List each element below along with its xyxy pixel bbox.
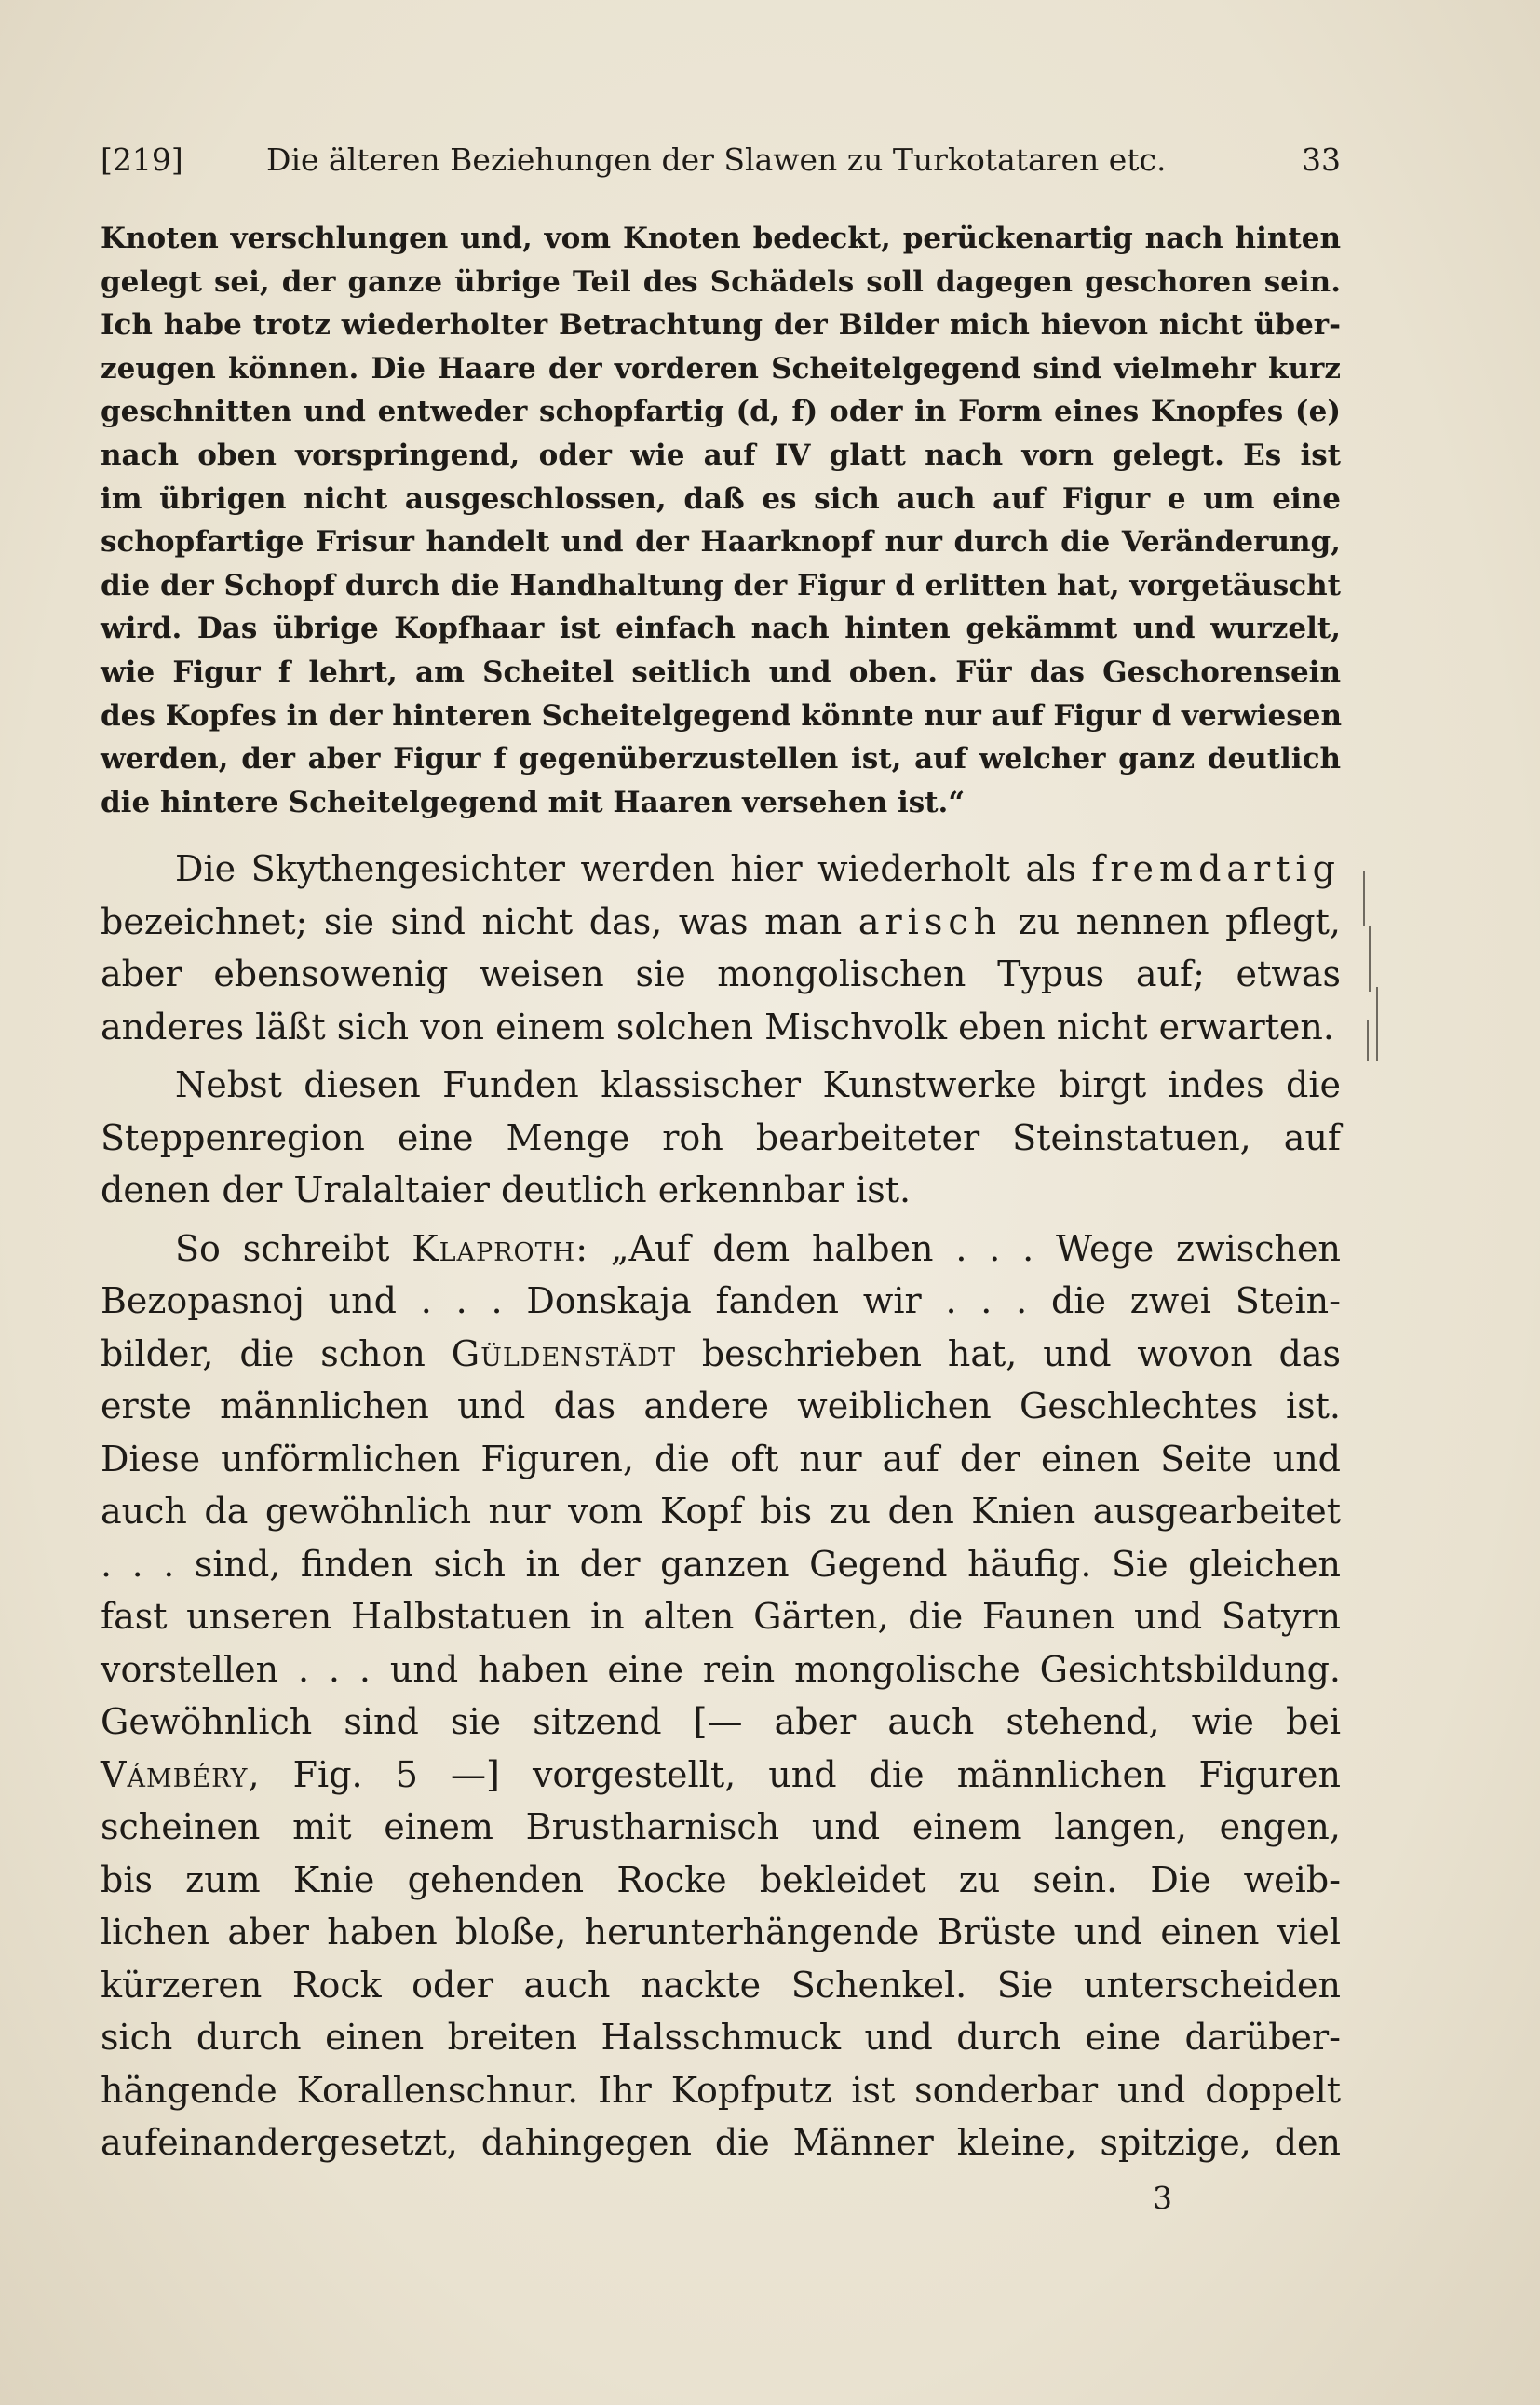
quote-line: Ich habe trotz wiederholter Betrachtung der Bilder mich hievon nicht über- (101, 308, 1341, 343)
text-line: denen der Uralaltaier deutlich erkennbar ist. (101, 1169, 912, 1210)
text-line: Gewöhnlich sind sie sitzend [— aber auch stehend, wie bei (101, 1701, 1341, 1742)
quote-line: die der Schopf durch die Handhaltung der Figur d erlitten hat, vorgetäuscht (101, 568, 1341, 602)
paragraph-steinstatuen (101, 1059, 1341, 1217)
quote-line: schopfartige Frisur handelt und der Haarknopf nur durch die Veränderung, (101, 525, 1341, 560)
quote-line: werden, der aber Figur f gegenüberzustellen ist, auf welcher ganz deutlich (101, 742, 1341, 777)
quote-line: wie Figur f lehrt, am Scheitel seitlich und oben. Für das Geschorensein (101, 655, 1341, 689)
margin-pencil-mark (1367, 1020, 1369, 1061)
text-line: bis zum Knie gehenden Rocke bekleidet zu sein. Die weib- (101, 1858, 1341, 1900)
text-line: hängende Korallenschnur. Ihr Kopfputz ist sonderbar und doppelt (101, 2069, 1341, 2111)
quote-line: Knoten verschlungen und, vom Knoten bedeckt, perückenartig nach hinten (101, 222, 1341, 255)
text-line: Diese unförmlichen Figuren, die oft nur auf der einen Seite und (101, 1438, 1341, 1479)
text-line: aber ebensowenig weisen sie mongolischen Typus auf; etwas (101, 953, 1341, 994)
margin-pencil-mark (1376, 987, 1378, 1061)
text-line: So schreibt Klaproth: „Auf dem halben . . . Wege zwischen (175, 1227, 1341, 1269)
text-line: bezeichnet; sie sind nicht das, was man arisch zu nennen pflegt, (101, 900, 1341, 942)
body-text (101, 843, 1341, 2169)
signature-mark: 3 (1153, 2180, 1172, 2216)
running-header (101, 132, 1341, 188)
text-line: fast unseren Halbstatuen in alten Gärten, die Faunen und Satyrn (101, 1596, 1341, 1637)
quote-line: nach oben vorspringend, oder wie auf IV glatt nach vorn gelegt. Es ist (101, 438, 1341, 472)
author-name: Klaproth: (412, 1227, 589, 1269)
spaced-emphasis: arisch (858, 900, 1003, 942)
spaced-emphasis: fremdartig (1091, 848, 1341, 889)
text-line: auch da gewöhnlich nur vom Kopf bis zu den Knien ausgearbeitet (101, 1491, 1341, 1532)
page-number: 33 (1302, 142, 1341, 178)
paragraph-klaproth (101, 1223, 1341, 2169)
text-line: aufeinandergesetzt, dahingegen die Männer kleine, spitzige, den (101, 2122, 1341, 2163)
author-name: Vámbéry, (101, 1753, 261, 1795)
text-line: . . . sind, finden sich in der ganzen Gegend häufig. Sie gleichen (101, 1543, 1341, 1585)
quoted-passage (101, 217, 1341, 824)
author-name: Güldenstädt (451, 1332, 676, 1374)
text-line: Steppenregion eine Menge roh bearbeiteter Steinstatuen, auf (101, 1116, 1341, 1158)
quote-line: im übrigen nicht ausgeschlossen, daß es sich auch auf Figur e um eine (101, 481, 1341, 516)
text-line: anderes läßt sich von einem solchen Mischvolk eben nicht erwarten. (101, 1006, 1334, 1047)
text-line: Bezopasnoj und . . . Donskaja fanden wir . . . die zwei Stein- (101, 1280, 1341, 1321)
text-line: Vámbéry, Fig. 5 —] vorgestellt, und die männlichen Figuren (101, 1753, 1341, 1795)
text-line: Die Skythengesichter werden hier wiederholt als fremdartig (175, 848, 1341, 889)
text-line: Nebst diesen Funden klassischer Kunstwerke birgt indes die (175, 1064, 1341, 1105)
text-line: vorstellen . . . und haben eine rein mongolische Gesichtsbildung. (101, 1648, 1341, 1690)
paragraph-skythen (101, 843, 1341, 1053)
quote-line: des Kopfes in der hinteren Scheitelgegend könnte nur auf Figur d verwiesen (101, 698, 1342, 733)
quote-line: wird. Das übrige Kopfhaar ist einfach nach hinten gekämmt und wurzelt, (101, 612, 1341, 646)
margin-pencil-mark (1369, 926, 1371, 992)
quote-line: die hintere Scheitelgegend mit Haaren versehen ist.“ (101, 785, 966, 819)
text-line: scheinen mit einem Brustharnisch und einem langen, engen, (101, 1806, 1341, 1847)
text-line: erste männlichen und das andere weiblichen Geschlechtes ist. (101, 1385, 1341, 1426)
text-line: kürzeren Rock oder auch nackte Schenkel. Sie unterscheiden (101, 1964, 1341, 2006)
text-line: sich durch einen breiten Halsschmuck und durch eine darüber- (101, 2017, 1341, 2058)
text-line: lichen aber haben bloße, herunterhängende Brüste und einen viel (101, 1912, 1341, 1952)
margin-pencil-mark (1363, 871, 1365, 926)
page-bracket-number: [219] (101, 142, 183, 178)
quote-line: geschnitten und entweder schopfartig (d, f) oder in Form eines Knopfes (e) (101, 395, 1341, 429)
running-title: Die älteren Beziehungen der Slawen zu Turkotataren etc. (266, 142, 1167, 178)
quote-line: gelegt sei, der ganze übrige Teil des Schädels soll dagegen geschoren sein. (101, 264, 1341, 299)
text-line: bilder, die schon Güldenstädt beschrieben hat, und wovon das (101, 1332, 1341, 1374)
quote-line: zeugen können. Die Haare der vorderen Scheitelgegend sind vielmehr kurz (101, 351, 1341, 385)
